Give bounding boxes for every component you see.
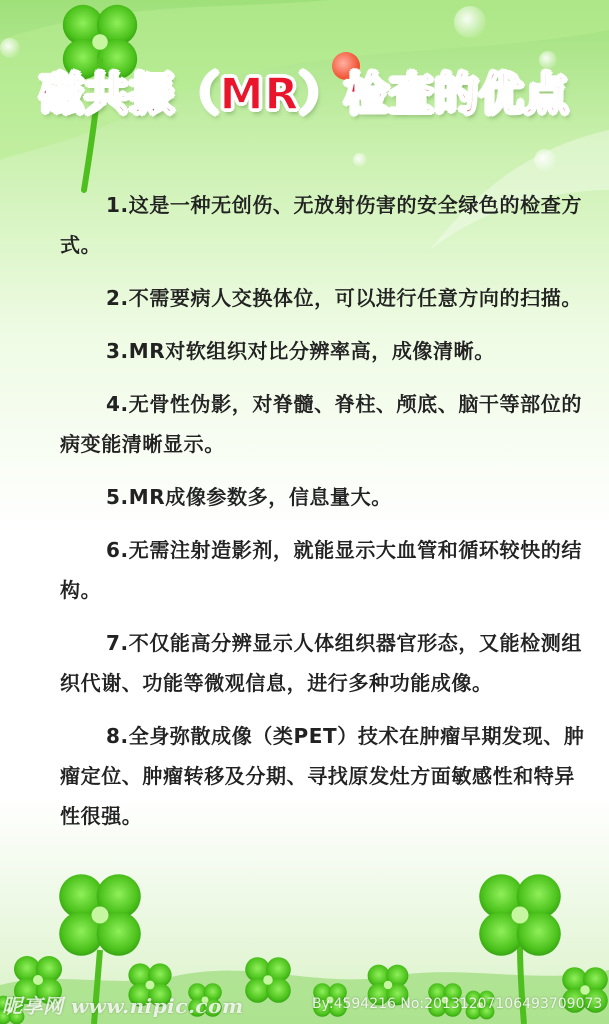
advantage-item: 8.全身弥散成像（类PET）技术在肿瘤早期发现、肿瘤定位、肿瘤转移及分期、寻找原发灶方面敏感性和特异性很强。	[60, 724, 585, 828]
advantage-item: 7.不仅能高分辨显示人体组织器官形态，又能检测组织代谢、功能等微观信息，进行多种功能成像。	[60, 631, 582, 695]
watermark-logo: 昵享网 www.nipic.com	[2, 994, 244, 1018]
advantage-item: 4.无骨性伪影，对脊髓、脊柱、颅底、脑干等部位的病变能清晰显示。	[60, 392, 582, 456]
advantage-item: 1.这是一种无创伤、无放射伤害的安全绿色的检查方式。	[60, 193, 582, 257]
page-title: 磁共振（MR）检查的优点	[39, 69, 570, 120]
watermark-id: By:4594216 No:20131207106493709073	[312, 996, 603, 1012]
advantages-list	[60, 185, 592, 849]
advantage-item: 6.无需注射造影剂，就能显示大血管和循环较快的结构。	[60, 538, 582, 602]
advantage-item: 2.不需要病人交换体位，可以进行任意方向的扫描。	[106, 286, 582, 310]
advantage-item: 3.MR对软组织对比分辨率高，成像清晰。	[106, 339, 495, 363]
advantage-item: 5.MR成像参数多，信息量大。	[106, 485, 392, 509]
